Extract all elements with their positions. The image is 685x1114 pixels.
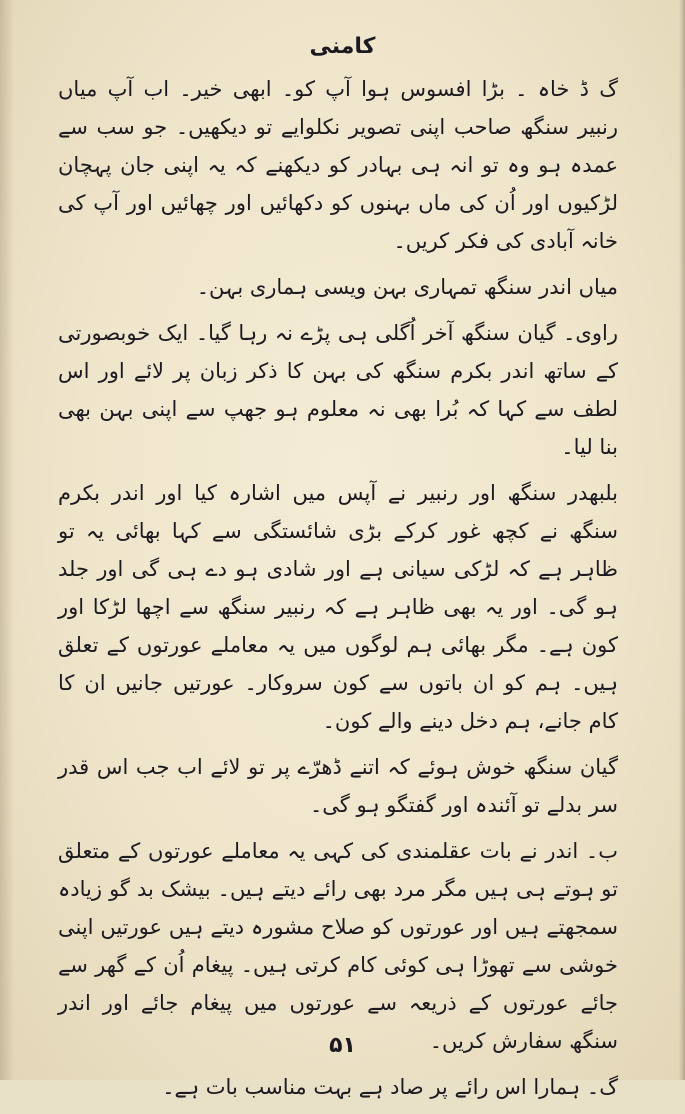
paragraph-7: گ۔ ہمارا اس رائے پر صاد ہے بہت مناسب بات ہے۔: [162, 1075, 618, 1099]
body-text: [58, 70, 618, 1114]
paragraph-5: گیان سنگھ خوش ہوئے کہ اتنے ڈھرّے پر تو لائے اب جب اس قدر سر بدلے تو آئندہ اور گفتگو ہو گی۔: [58, 755, 618, 817]
paragraph-4: بلبھدر سنگھ اور رنبیر نے آپس میں اشارہ کیا اور اندر بکرم سنگھ نے کچھ غور کرکے بڑی شائستگی سے کہا بھائی یہ تو ظاہر ہے کہ لڑکی سیانی ہے اور شادی ہو دے ہی گی اور جلد ہو گی۔ اور یہ بھی ظاہر ہے کہ رنبیر سنگھ سے اچھا لڑکا اور کون ہے۔ مگر بھائی ہم لوگوں میں یہ معاملے عورتوں کے تعلق ہیں۔ ہم کو ان باتوں سے کون سروکار۔ عورتیں جانیں ان کا کام جانے، ہم دخل دینے والے کون۔: [58, 481, 618, 733]
paragraph-3: راوی۔ گیان سنگھ آخر اُگلی ہی پڑے نہ رہا گیا۔ ایک خوبصورتی کے ساتھ اندر بکرم سنگھ کی بہن کا ذکر زبان پر لائے اور اس لطف سے کہا کہ بُرا بھی نہ معلوم ہو جھپ سے اپنی بہن بھی بنا لیا۔: [58, 321, 618, 459]
page-title: کامنی: [309, 34, 376, 59]
paragraph-6: ب۔ اندر نے بات عقلمندی کی کہی یہ معاملے عورتوں کے متعلق تو ہوتے ہی ہیں مگر مرد بھی رائے دیتے ہیں۔ بیشک بد گو زیادہ سمجھتے ہیں اور عورتوں کو صلاح مشورہ دیتے ہیں عورتیں اپنی خوشی سے تھوڑا ہی کوئی کام کرتی ہیں۔ پیغام اُن کے گھر سے جائے عورتوں کے ذریعہ سے عورتوں میں پیغام جائے اور اندر سنگھ سفارش کریں۔: [58, 839, 618, 1053]
page-number: ۵۱: [329, 1033, 356, 1058]
paragraph-2: میاں اندر سنگھ تمہاری بہن ویسی ہماری بہن۔: [196, 275, 618, 299]
paragraph-1: گ ڈ خاہ ۔ بڑا افسوس ہوا آپ کو۔ ابھی خیر۔ اب آپ میاں رنبیر سنگھ صاحب اپنی تصویر نکلوایے تو دیکھیں۔ جو سب سے عمدہ ہو وہ تو انہ ہی بہادر کو دیکھنے کہ یہ اپنی جان پہچان لڑکیوں اور اُن کی ماں بہنوں کو دکھائیں اور چھائیں اور آپ کی خانہ آبادی کی فکر کریں۔: [58, 77, 618, 253]
